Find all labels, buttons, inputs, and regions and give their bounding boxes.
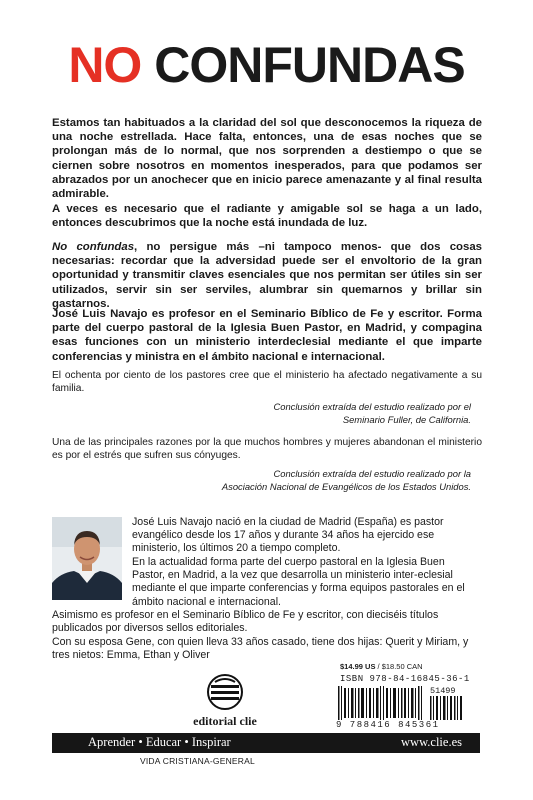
price-us: $14.99 US bbox=[340, 662, 376, 671]
intro-paragraph-3-text: , no persigue más –ni tampoco menos- que dos cosas necesarias: recordar que la adversidad puede ser el envoltorio de la gran oportunidad y transmitir claves esenciales que nos permitan ser útiles sin ser utilizados, servir sin ser serviles, alumbrar sin quemarnos y brillar sin gastarnos. bbox=[52, 241, 482, 310]
barcode-icon bbox=[338, 686, 470, 720]
price-cad: / $18.50 CAN bbox=[377, 662, 423, 671]
title-confundas: CONFUNDAS bbox=[154, 37, 465, 93]
publisher-emblem-icon bbox=[182, 672, 268, 714]
author-summary: José Luis Navajo es profesor en el Seminario Bíblico de Fe y escritor. Forma parte del cuerpo pastoral de la Iglesia Buen Pastor, en Madrid, y compagina esas funciones con un ministerio interdeclesial mediante el que imparte conferencias y ministra en el ámbito nacional e internacional. bbox=[52, 308, 482, 363]
publisher-name: editorial clie bbox=[193, 714, 257, 728]
book-category: VIDA CRISTIANA-GENERAL bbox=[140, 756, 255, 766]
bio-paragraph-2: En la actualidad forma parte del cuerpo pastoral en la Iglesia Buen Pastor, en Madrid, a la vez que desarrolla un ministerio inter-eclesial mediante el que imparte conferencias y forma equipos pastorales en el ámbito nacional e internacional. bbox=[132, 556, 465, 608]
book-title bbox=[0, 37, 533, 93]
bio-paragraph-1: José Luis Navajo nació en la ciudad de Madrid (España) es pastor evangélico desde los 17 años y durante 34 años ha ejercido ese ministerio, los últimos 20 a tiempo completo. bbox=[132, 516, 444, 555]
barcode-addon-number: 51499 bbox=[430, 686, 456, 696]
barcode-number: 9 788416 845361 bbox=[336, 720, 440, 730]
statistic-1-source-line-1: Conclusión extraída del estudio realizado por el bbox=[273, 401, 471, 412]
publisher-logo bbox=[182, 672, 268, 732]
statistic-2-source-line-1: Conclusión extraída del estudio realizado por la bbox=[273, 468, 471, 479]
footer-tagline: Aprender • Educar • Inspirar bbox=[88, 735, 231, 749]
barcode-block bbox=[330, 662, 470, 732]
statistic-1-source bbox=[141, 400, 471, 426]
author-photo-drawing bbox=[52, 517, 122, 600]
statistic-2: Una de las principales razones por la que muchos hombres y mujeres abandonan el ministerio es por el estrés que sufren sus cónyuges. bbox=[52, 437, 482, 462]
statistic-2-source-line-2: Asociación Nacional de Evangélicos de los Estados Unidos. bbox=[221, 481, 471, 492]
isbn-label: ISBN 978-84-16845-36-1 bbox=[340, 674, 470, 684]
footer-website: www.clie.es bbox=[401, 735, 462, 749]
statistic-1-source-line-2: Seminario Fuller, de California. bbox=[342, 414, 471, 425]
intro-paragraph-2: A veces es necesario que el radiante y amigable sol se haga a un lado, entonces descubrimos que la noche está inundada de luz. bbox=[52, 203, 482, 230]
statistic-1: El ochenta por ciento de los pastores cree que el ministerio ha afectado negativamente a su familia. bbox=[52, 370, 482, 395]
footer-bar bbox=[52, 733, 480, 753]
title-no: NO bbox=[68, 37, 142, 93]
author-photo bbox=[52, 517, 122, 600]
intro-paragraph-3 bbox=[52, 240, 482, 311]
bio-paragraph-3: Asimismo es profesor en el Seminario Bíblico de Fe y escritor, con dieciséis títulos publicados por diversos sellos editoriales. bbox=[52, 609, 439, 635]
intro-paragraph-1: Estamos tan habituados a la claridad del sol que desconocemos la riqueza de una noche estrellada. Hace falta, entonces, una de esas noches que se prolongan más de lo normal, que nos sorprenden a destiempo o que se ciernen sobre nosotros en momentos inesperados, para que podamos ser abrazados por un anochecer que en inicio parece amenazante y al final resulta admirable. bbox=[52, 117, 482, 201]
price-label bbox=[340, 662, 423, 671]
bio-paragraph-4: Con su esposa Gene, con quien lleva 33 años casado, tiene dos hijas: Querit y Miriam, y tres nietos: Emma, Ethan y Oliver bbox=[52, 636, 469, 662]
book-title-italic: No confundas bbox=[52, 241, 135, 253]
statistic-2-source bbox=[141, 467, 471, 493]
